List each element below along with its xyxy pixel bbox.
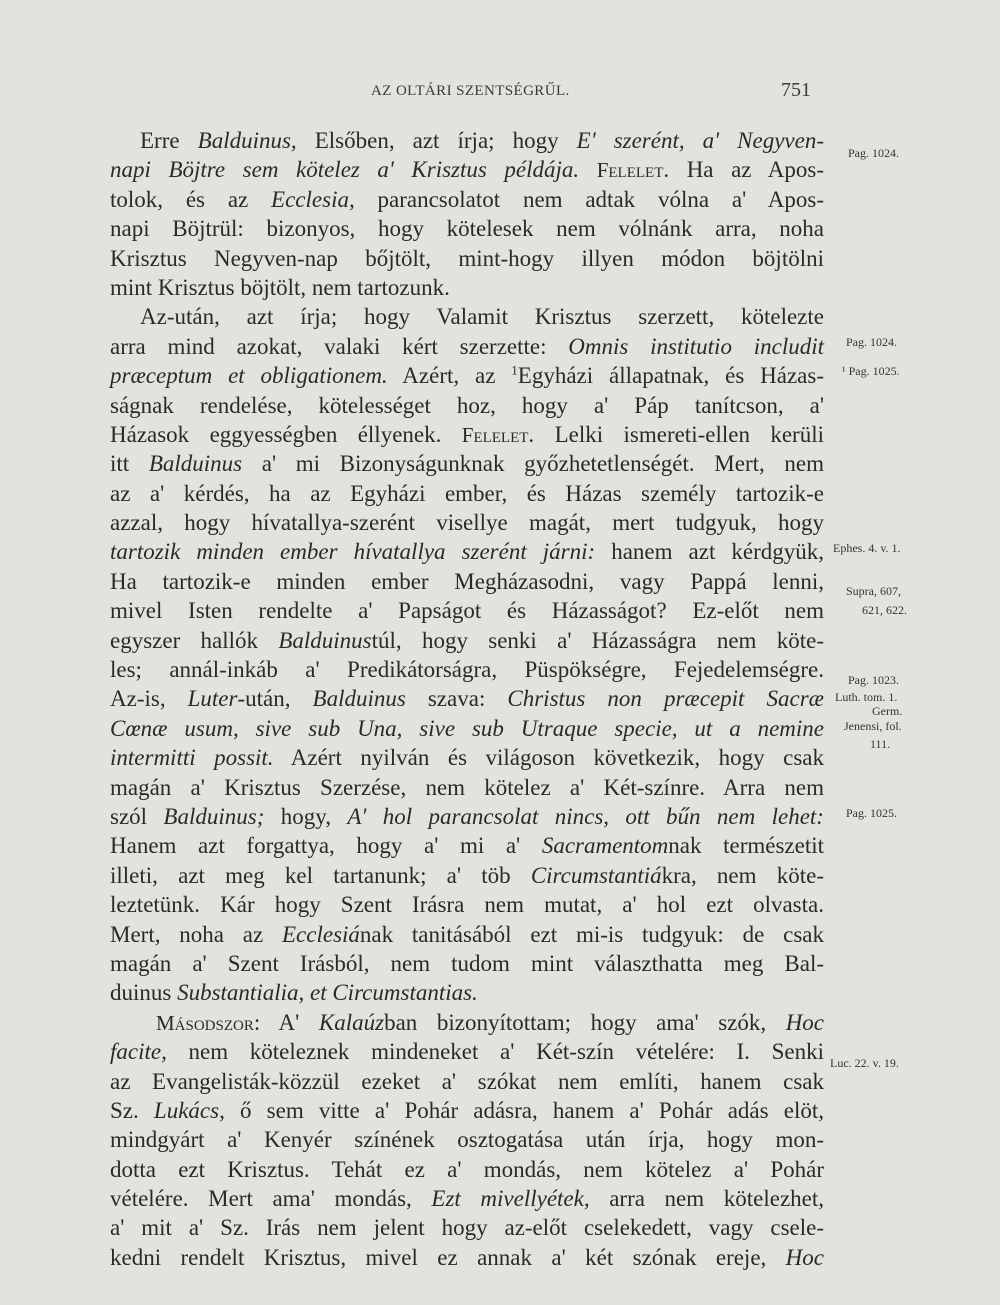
italic-run: præceptum et obligationem. — [110, 363, 388, 389]
margin-note: Supra, 607, — [846, 584, 901, 598]
text-run: magán a' Krisztus Szerzése, nem kötelez a' Két-színre. Arra nem — [110, 774, 824, 800]
text-line — [110, 1155, 824, 1184]
text-line — [110, 1184, 824, 1213]
margin-note: Germ. — [872, 704, 903, 718]
text-run: . Ha az Apos- — [663, 157, 825, 183]
text-line — [110, 743, 824, 772]
italic-run: Kalaúz — [318, 1009, 385, 1035]
text-run: magán a' Szent Irásból, nem tudom mint választhatta meg Bal- — [110, 950, 824, 976]
margin-note: Pag. 1023. — [848, 673, 899, 687]
text-run: -után, — [237, 686, 313, 712]
text-run: túl, hogy senki a' Házasságra nem köte- — [371, 627, 824, 653]
text-line — [110, 449, 824, 478]
text-line — [110, 802, 824, 831]
text-run: Mert, noha az — [110, 921, 282, 947]
text-line — [110, 420, 824, 449]
text-run: vételére. Mert ama' mondás, — [110, 1186, 432, 1212]
text-run: ságnak rendelése, kötelességet hoz, hogy a' Páp tanítcson, a' — [110, 392, 824, 418]
text-line — [110, 302, 824, 331]
italic-run: Balduinus — [278, 627, 372, 653]
italic-run: Hoc — [785, 1244, 824, 1270]
italic-run: napi Böjtre sem kötelez a' Krisztus példája. — [110, 157, 580, 183]
margin-note: ¹ Pag. 1025. — [842, 364, 900, 378]
text-run: nak természetit — [668, 833, 825, 859]
text-run: Elsőben, azt írja; hogy — [296, 128, 577, 153]
text-run — [579, 157, 597, 182]
italic-run: Cœnæ usum, sive sub Una, sive sub Utraque specie, ut a nemine — [110, 715, 824, 741]
italic-run: Luter — [187, 686, 238, 712]
text-run: mint Krisztus böjtölt, nem tartozunk. — [110, 274, 450, 300]
text-line — [110, 655, 824, 684]
text-run: Az-után, azt írja; hogy Valamit Krisztus szerzett, kötelezte — [140, 304, 824, 330]
text-run: Hanem azt forgattya, hogy a' mi a' — [110, 833, 542, 859]
text-line — [110, 920, 824, 949]
text-run: nak tanitásából ezt mi-is tudgyuk: de csak — [359, 921, 824, 947]
text-run: a' mit a' Sz. Irás nem jelent hogy az-előt cselekedett, vagy csele- — [110, 1215, 824, 1241]
text-line — [110, 155, 824, 184]
text-run: mindgyárt a' Kenyér színének osztogatása után írja, hogy mon- — [110, 1127, 824, 1153]
text-run: kra, nem köte- — [661, 862, 824, 888]
body-text — [110, 126, 824, 1272]
text-run: Azért nyilván és világoson következik, hogy csak — [273, 745, 824, 771]
text-run: a' mi Bizonyságunknak győzhetetlenségét. Mert, nem — [242, 451, 825, 477]
italic-run: Circumstantiá — [530, 862, 662, 888]
text-run: Ha tartozik-e minden ember Megházasodni, vagy Pappá lenni, — [110, 568, 824, 594]
text-line — [110, 361, 824, 390]
italic-run: A' hol parancsolat nincs, ott bűn nem lehet: — [347, 803, 824, 829]
text-run: leztetünk. Kár hogy Szent Irásra nem mutat, a' hol ezt olvasta. — [110, 892, 824, 918]
text-line — [110, 391, 824, 420]
text-run: szava: — [405, 686, 508, 712]
text-line — [110, 185, 824, 214]
text-run: az a' kérdés, ha az Egyházi ember, és Házas személy tartozik-e — [110, 480, 824, 506]
text-line — [110, 831, 824, 860]
page-number: 751 — [781, 79, 811, 101]
italic-run: Balduinus; — [163, 803, 265, 829]
text-run: nem köteleznek mindeneket a' Két-szín vételére: I. Senki — [166, 1039, 824, 1065]
margin-note: 111. — [870, 737, 891, 751]
text-run: parancsolatot nem adtak vólna a' Apos- — [354, 186, 824, 212]
text-line — [110, 596, 824, 625]
margin-note: Pag. 1024. — [848, 146, 899, 160]
text-line — [110, 214, 824, 243]
italic-run: facite, — [110, 1039, 167, 1065]
text-line — [110, 508, 824, 537]
text-run: ő sem vitte a' Pohár adásra, hanem a' Pohár adás elöt, — [224, 1097, 824, 1123]
text-line — [110, 1067, 824, 1096]
italic-run: Balduinus, — [197, 128, 297, 153]
text-run: illeti, azt meg kel tartanunk; a' töb — [110, 862, 531, 888]
text-run: az Evangelisták-közzül ezeket a' szókat nem említi, hanem csak — [110, 1068, 824, 1094]
text-run: Erre — [140, 128, 198, 153]
margin-note: 621, 622. — [862, 603, 907, 617]
italic-run: Balduinus — [312, 686, 406, 712]
italic-run: Ecclesia, — [271, 186, 355, 212]
text-run: egyszer hallók — [110, 627, 279, 653]
text-line — [110, 773, 824, 802]
text-line — [110, 890, 824, 919]
margin-note: Pag. 1024. — [846, 335, 897, 349]
smallcaps-run: Felelet — [461, 422, 529, 447]
italic-run: Omnis institutio includit — [568, 333, 824, 359]
text-run: kedni rendelt Krisztus, mivel ez annak a' két szónak ereje, — [110, 1244, 786, 1270]
margin-note: Jenensi, fol. — [844, 719, 902, 733]
text-run: Az-is, — [110, 686, 188, 712]
text-line — [110, 1125, 824, 1154]
text-line — [110, 332, 824, 361]
text-run: azzal, hogy hívatallya-szerént visellye magát, mert tudgyuk, hogy — [110, 510, 824, 536]
text-line — [110, 1037, 824, 1066]
italic-run: Ezt mivellyétek, — [431, 1186, 590, 1212]
italic-run: Sacramentom — [541, 833, 669, 859]
text-run: itt — [110, 451, 149, 477]
text-run: . Lelki ismereti-ellen kerüli — [528, 421, 824, 447]
italic-run: Ecclesiá — [282, 921, 360, 947]
text-run: ban bizonyítottam; hogy ama' szók, — [384, 1009, 786, 1035]
italic-run: E' szerént, a' Negyven- — [576, 128, 824, 153]
text-run: hanem azt kérdgyük, — [595, 539, 825, 565]
text-line — [110, 684, 824, 713]
text-line — [110, 244, 824, 273]
margin-note: Ephes. 4. v. 1. — [833, 541, 901, 555]
smallcaps-run: Másodszor — [156, 1010, 254, 1035]
smallcaps-run: Felelet — [596, 158, 664, 183]
text-run: szól — [110, 803, 164, 829]
text-run: hogy, — [264, 803, 348, 829]
text-run: arra mind azokat, valaki kért szerzette: — [110, 333, 569, 359]
margin-note: Luth. tom. 1. — [835, 690, 898, 704]
text-run: Azért, az — [387, 363, 512, 389]
italic-run: intermitti possit. — [110, 745, 274, 771]
italic-run: Substantialia, et Circumstantias. — [177, 980, 478, 1006]
italic-run: Hoc — [785, 1009, 825, 1035]
text-run: tolok, és az — [110, 186, 272, 212]
italic-run: Balduinus — [148, 451, 243, 477]
text-line — [110, 714, 824, 743]
text-line — [110, 1213, 824, 1242]
italic-run: tartozik minden ember hívatallya szerént járni: — [110, 539, 596, 565]
text-line — [110, 273, 824, 302]
text-line — [110, 861, 824, 890]
margin-note: Pag. 1025. — [846, 806, 897, 820]
text-run: Krisztus Negyven-nap bőjtölt, mint-hogy illyen módon böjtölni — [110, 245, 824, 271]
text-line — [110, 1243, 824, 1272]
text-line — [110, 479, 824, 508]
text-line — [110, 978, 824, 1007]
italic-run: Lukács, — [153, 1097, 225, 1123]
text-run: Házasok eggyességben éllyenek. — [110, 421, 462, 447]
text-line — [110, 567, 824, 596]
text-line — [110, 626, 824, 655]
text-run: duinus — [110, 980, 178, 1006]
footnote-marker: 1 — [511, 362, 518, 378]
text-line — [110, 1096, 824, 1125]
text-run: : A' — [253, 1009, 319, 1035]
text-line — [110, 537, 824, 566]
text-run: Sz. — [110, 1097, 154, 1123]
text-run: mivel Isten rendelte a' Papságot és Házasságot? Ez-előt nem — [110, 598, 824, 624]
text-line — [110, 126, 824, 155]
text-run: arra nem kötelezhet, — [589, 1186, 825, 1212]
text-line — [110, 1008, 824, 1037]
margin-note: Luc. 22. v. 19. — [830, 1056, 899, 1070]
text-line — [110, 949, 824, 978]
italic-run: Christus non præcepit Sacræ — [507, 686, 824, 712]
text-run: Egyházi állapatnak, és Házas- — [517, 363, 825, 389]
text-run: dotta ezt Krisztus. Tehát ez a' mondás, nem kötelez a' Pohár — [110, 1156, 824, 1182]
text-run: les; annál-inkáb a' Predikátorságra, Püspökségre, Fejedelemségre. — [110, 657, 824, 683]
text-run: napi Böjtrül: bizonyos, hogy kötelesek nem vólnánk arra, noha — [110, 216, 824, 242]
running-head: AZ OLTÁRI SZENTSÉGRŰL. — [371, 83, 570, 99]
